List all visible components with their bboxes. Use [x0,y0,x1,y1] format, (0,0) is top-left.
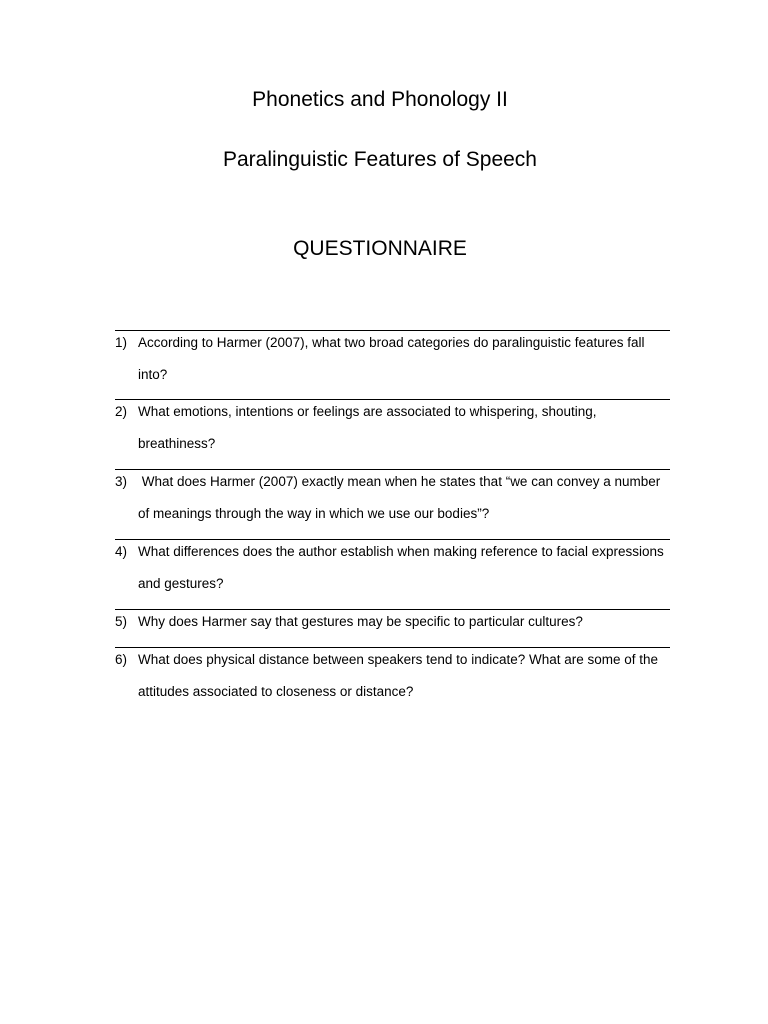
question-item [115,399,670,469]
question-number: 5) [115,614,128,629]
course-title: Phonetics and Phonology II [252,88,508,111]
question-item [115,609,670,647]
question-list [115,330,670,717]
question-number: 6) [115,652,128,667]
question-text: What does Harmer (2007) exactly mean when he states that “we can convey a number of meanings through the way in which we use our bodies”? [138,474,665,521]
question-number: 1) [115,335,128,350]
question-number: 4) [115,544,128,559]
question-text: Why does Harmer say that gestures may be specific to particular cultures? [138,614,583,629]
question-item [115,469,670,539]
question-number: 2) [115,404,128,419]
section-heading: QUESTIONNAIRE [293,237,467,260]
question-item [115,330,670,399]
topic-title: Paralinguistic Features of Speech [222,148,537,171]
question-number: 3) [115,474,128,489]
question-text: According to Harmer (2007), what two broad categories do paralinguistic features fall into? [138,335,645,382]
question-text: What differences does the author establish when making reference to facial expressions and gestures? [138,544,664,591]
question-text: What does physical distance between speakers tend to indicate? What are some of the attitudes associated to closeness or distance? [138,652,659,699]
question-item [115,539,670,609]
question-item [115,647,670,717]
question-text: What emotions, intentions or feelings are associated to whispering, shouting, breathiness? [138,404,597,451]
